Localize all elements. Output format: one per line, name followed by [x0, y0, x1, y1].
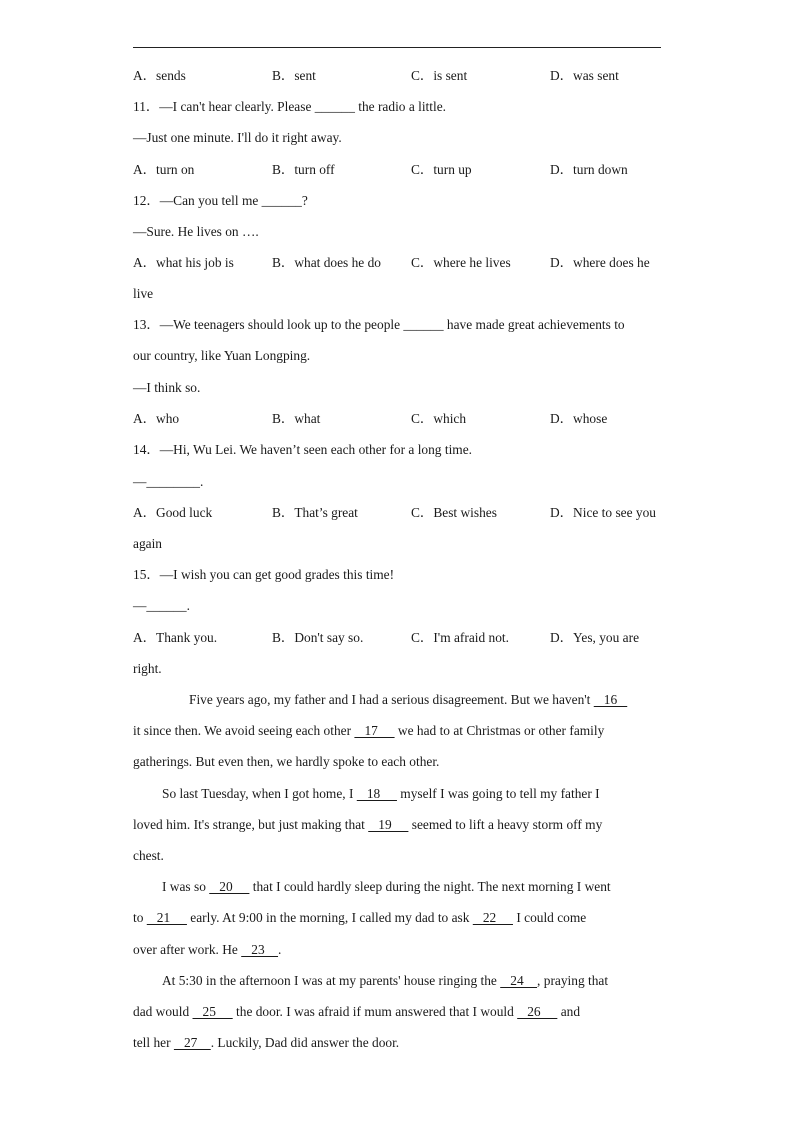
q10-option-a: A．sends	[133, 68, 186, 83]
passage-p1-line1	[189, 690, 663, 710]
passage-text: it since then. We avoid seeing each other	[133, 723, 355, 738]
q14-option-a: A．Good luck	[133, 505, 213, 520]
q11-reply: —Just one minute. I'll do it right away.	[133, 130, 342, 145]
q15-stem: 15．—I wish you can get good grades this time!	[133, 567, 395, 582]
q12-option-d: D．where does he	[550, 255, 650, 270]
blank-19: 19	[368, 817, 409, 832]
passage-text: , praying that	[537, 973, 609, 988]
q14-option-b: B．That’s great	[272, 505, 358, 520]
q11-options	[133, 160, 663, 180]
blank-23: 23	[241, 942, 279, 957]
passage-text: .	[278, 942, 282, 957]
q10-option-b: B．sent	[272, 68, 316, 83]
passage-text: tell her	[133, 1035, 174, 1050]
passage-p1-line2	[133, 721, 663, 741]
q15-option-c: C．I'm afraid not.	[411, 630, 509, 645]
passage-p4-line3	[133, 1033, 663, 1053]
passage-p3-line3	[133, 940, 663, 960]
q12-option-b: B．what does he do	[272, 255, 381, 270]
q10-option-d: D．was sent	[550, 68, 619, 83]
q13-option-a: A．who	[133, 411, 180, 426]
passage-p4-line2	[133, 1002, 663, 1022]
q11-option-a: A．turn on	[133, 162, 195, 177]
blank-20: 20	[209, 879, 250, 894]
q15-option-b: B．Don't say so.	[272, 630, 364, 645]
passage-text: over after work. He	[133, 942, 242, 957]
passage-text: we had to at Christmas or other family	[394, 723, 605, 738]
q10-options	[133, 66, 663, 86]
blank-17: 17	[354, 723, 395, 738]
q11-stem: 11．—I can't hear clearly. Please ______ the radio a little.	[133, 99, 447, 114]
passage-text: that I could hardly sleep during the night. The next morning I went	[249, 879, 611, 894]
passage-text: I was so	[162, 879, 210, 894]
q12-reply: —Sure. He lives on ….	[133, 224, 259, 239]
q12-stem: 12．—Can you tell me ______?	[133, 193, 308, 208]
passage-text: myself I was going to tell my father I	[396, 786, 600, 801]
passage-p1-line3: gatherings. But even then, we hardly spoke to each other.	[133, 754, 440, 769]
q15-option-d: D．Yes, you are	[550, 630, 640, 645]
blank-25: 25	[192, 1004, 233, 1019]
q14-option-c: C．Best wishes	[411, 505, 497, 520]
q12-option-d-wrap: live	[133, 286, 154, 301]
blank-26: 26	[517, 1004, 558, 1019]
q12-options	[133, 253, 663, 273]
blank-16: 16	[593, 692, 628, 707]
blank-22: 22	[472, 910, 513, 925]
q13-stem-cont: our country, like Yuan Longping.	[133, 348, 311, 363]
q11-option-d: D．turn down	[550, 162, 628, 177]
passage-text: early. At 9:00 in the morning, I called my dad to ask	[186, 910, 473, 925]
q15-options	[133, 628, 663, 648]
q14-stem: 14．—Hi, Wu Lei. We haven’t seen each other for a long time.	[133, 442, 473, 457]
blank-24: 24	[500, 973, 538, 988]
q10-option-c: C．is sent	[411, 68, 468, 83]
passage-text: At 5:30 in the afternoon I was at my parents' house ringing the	[162, 973, 501, 988]
q12-option-a: A．what his job is	[133, 255, 234, 270]
passage-text: to	[133, 910, 147, 925]
q11-option-b: B．turn off	[272, 162, 335, 177]
passage-p3-line1	[162, 877, 663, 897]
q15-reply: —______.	[133, 598, 190, 613]
q15-option-a: A．Thank you.	[133, 630, 218, 645]
passage-text: seemed to lift a heavy storm off my	[408, 817, 603, 832]
blank-27: 27	[173, 1035, 211, 1050]
q13-reply: —I think so.	[133, 380, 201, 395]
passage-text: dad would	[133, 1004, 193, 1019]
passage-p2-line2	[133, 815, 663, 835]
passage-text: So last Tuesday, when I got home, I	[162, 786, 357, 801]
header-rule	[133, 47, 661, 48]
passage-text: and	[557, 1004, 581, 1019]
q14-option-d: D．Nice to see you	[550, 505, 656, 520]
passage-text: I could come	[512, 910, 587, 925]
q12-option-c: C．where he lives	[411, 255, 511, 270]
q11-option-c: C．turn up	[411, 162, 472, 177]
q14-options	[133, 503, 663, 523]
passage-text: loved him. It's strange, but just making that	[133, 817, 369, 832]
passage-text: the door. I was afraid if mum answered that I would	[232, 1004, 518, 1019]
passage-p3-line2	[133, 908, 663, 928]
passage-text: . Luckily, Dad did answer the door.	[210, 1035, 400, 1050]
q13-option-b: B．what	[272, 411, 321, 426]
q14-reply: —________.	[133, 474, 204, 489]
passage-p4-line1	[162, 971, 663, 991]
q13-options	[133, 409, 663, 429]
blank-21: 21	[146, 910, 187, 925]
passage-p2-line3: chest.	[133, 848, 164, 863]
passage-text: Five years ago, my father and I had a serious disagreement. But we haven't	[189, 692, 594, 707]
passage-p2-line1	[162, 784, 663, 804]
q14-option-d-wrap: again	[133, 536, 162, 551]
q13-option-d: D．whose	[550, 411, 608, 426]
q13-option-c: C．which	[411, 411, 467, 426]
blank-18: 18	[356, 786, 397, 801]
q13-stem: 13．—We teenagers should look up to the people ______ have made great achievements to	[133, 317, 625, 332]
q15-option-d-wrap: right.	[133, 661, 162, 676]
